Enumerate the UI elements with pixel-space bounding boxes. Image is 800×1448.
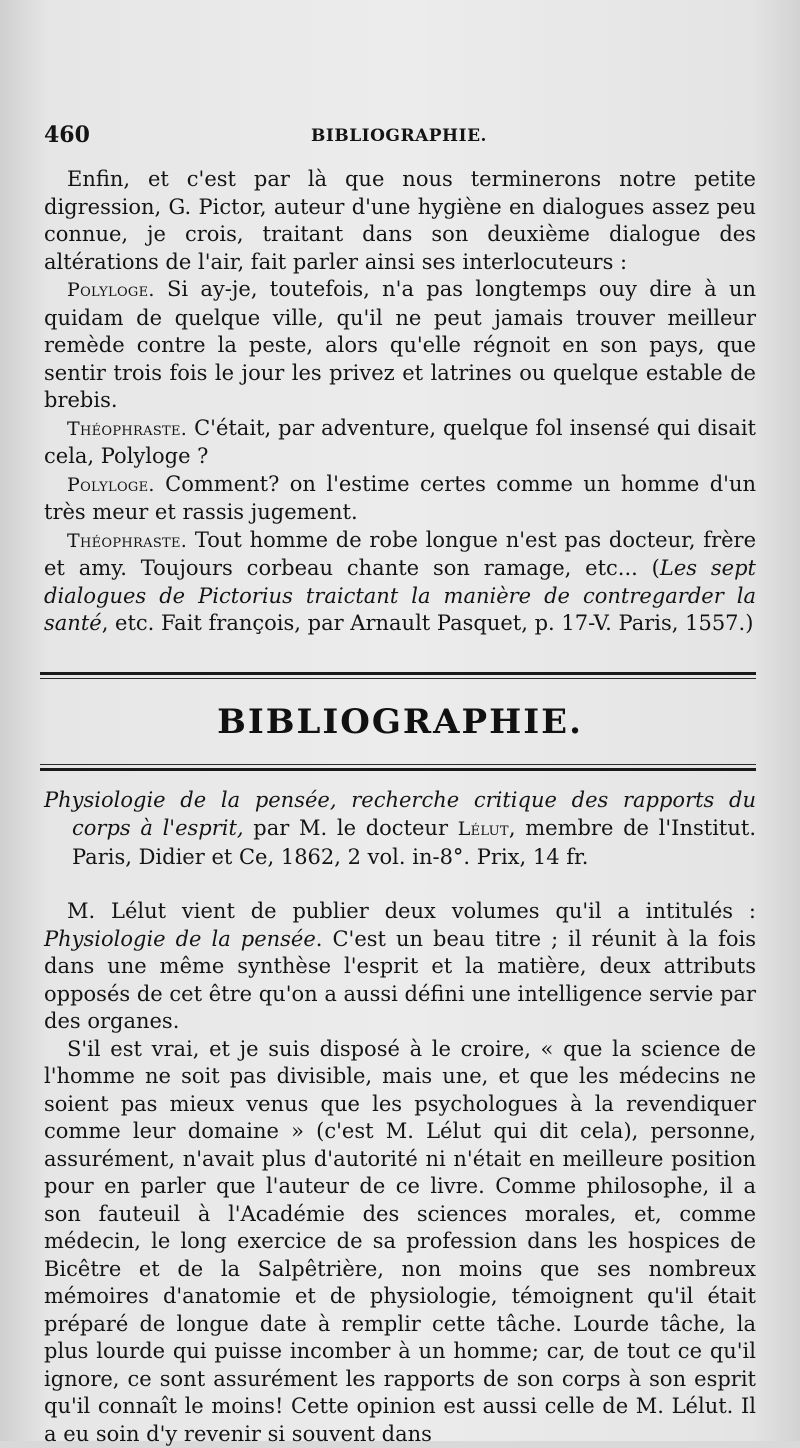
citation-text: par M. le docteur xyxy=(244,816,458,840)
dialogue-section xyxy=(44,166,756,638)
running-head-title: BIBLIOGRAPHIE. xyxy=(44,126,754,146)
speaker-name: Théophraste. xyxy=(67,530,187,552)
citation-book-title: Physiologie de la pensée, recherche critique des rapports du corps à l'esprit, xyxy=(44,788,756,840)
paragraph-theophraste-2 xyxy=(44,527,756,638)
speech-text: C'était, par adventure, quelque fol insensé qui disait cela, Polyloge ? xyxy=(44,416,756,469)
citation-author: Lélut xyxy=(458,818,509,840)
paragraph-polyloge-2 xyxy=(44,471,756,527)
book-title-italic: Les sept dialogues de Pictorius traictant la manière de contregarder la santé xyxy=(44,556,756,635)
citation-publisher: , membre de l'Institut. Paris, Didier et Ce, 1862, 2 vol. in-8°. Prix, 14 fr. xyxy=(72,816,756,869)
speaker-name: Polyloge. xyxy=(67,279,155,301)
review-text: M. Lélut vient de publier deux volumes qu'il a intitulés : xyxy=(67,899,756,923)
review-book-title: Physiologie de la pensée xyxy=(44,927,316,951)
speech-text: Comment? on l'estime certes comme un homme d'un très meur et rassis jugement. xyxy=(44,472,756,525)
review-text: . C'est un beau titre ; il réunit à la fois dans une même synthèse l'esprit et la matière, deux attributs opposés de cet être qu'on a aussi défini une intelligence servie par des organes. xyxy=(44,927,756,1034)
paragraph-theophraste-1 xyxy=(44,415,756,471)
section-rule-bottom xyxy=(40,764,756,771)
page-number: 460 xyxy=(44,122,90,148)
speech-text: Tout homme de robe longue n'est pas docteur, frère et amy. Toujours corbeau chante son ramage, etc... ( xyxy=(44,528,756,581)
running-head xyxy=(44,122,754,152)
speech-text-end: , etc. Fait françois, par Arnault Pasquet, p. 17-V. Paris, 1557.) xyxy=(102,611,754,635)
speaker-name: Théophraste. xyxy=(67,418,187,440)
speaker-name: Polyloge. xyxy=(67,474,155,496)
section-heading: BIBLIOGRAPHIE. xyxy=(0,702,800,742)
citation-entry xyxy=(44,786,756,871)
paragraph-intro: Enfin, et c'est par là que nous terminerons notre petite digression, G. Pictor, auteur d'une hygiène en dialogues assez peu connue, je crois, traitant dans son deuxième dialogue des altérations de l'air, fait parler ainsi ses interlocuteurs : xyxy=(44,166,756,276)
review-paragraph-1 xyxy=(44,898,756,1036)
bibliographic-citation xyxy=(44,786,756,871)
section-rule-top xyxy=(40,672,756,679)
review-paragraph-2: S'il est vrai, et je suis disposé à le croire, « que la science de l'homme ne soit pas divisible, mais une, et que les médecins ne soient pas mieux venus que les psychologues à la revendiquer comme leur domaine » (c'est M. Lélut qui dit cela), personne, assurément, n'avait plus d'autorité ni n'était en meilleure position pour en parler que l'auteur de ce livre. Comme philosophe, il a son fauteuil à l'Académie des sciences morales, et, comme médecin, le long exercice de sa profession dans les hospices de Bicêtre et de la Salpêtrière, non moins que ses nombreux mémoires d'anatomie et de physiologie, témoignent qu'il était préparé de longue date à remplir cette tâche. Lourde tâche, la plus lourde qui puisse incomber à un homme; car, de tout ce qu'il ignore, ce sont assurément les rapports de son corps à son esprit qu'il connaît le moins! Cette opinion est aussi celle de M. Lélut. Il a eu soin d'y revenir si souvent dans xyxy=(44,1036,756,1448)
speech-text: Si ay-je, toutefois, n'a pas longtemps ouy dire à un quidam de quelque ville, qu'il ne peut jamais trouver meilleur remède contre la peste, alors qu'elle régnoit en son pays, que sentir trois fois le jour les privez et latrines ou quelque estable de brebis. xyxy=(44,277,756,412)
paragraph-polyloge-1 xyxy=(44,276,756,415)
review-section xyxy=(44,898,756,1448)
